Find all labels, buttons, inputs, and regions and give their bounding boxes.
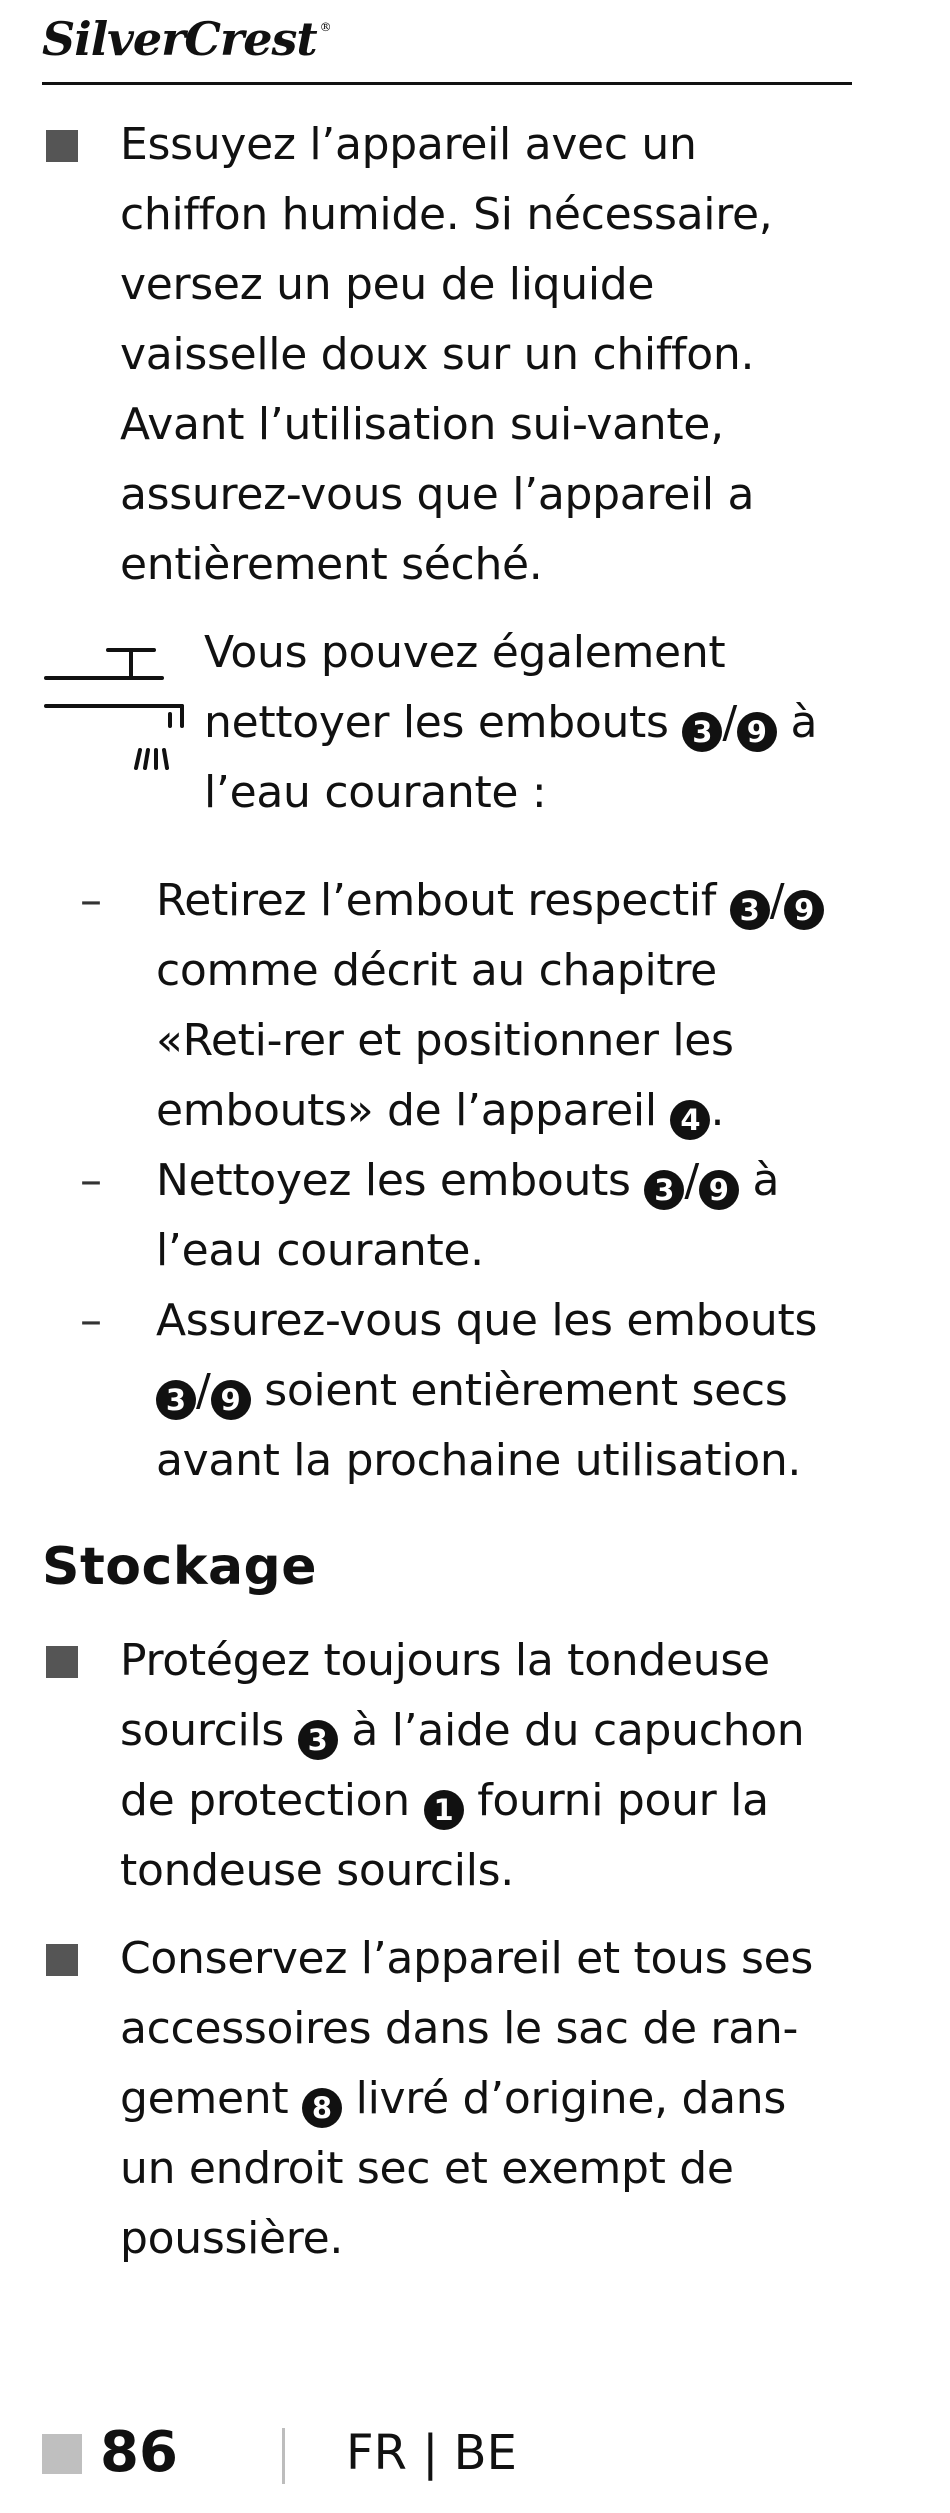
part-ref-3-icon: 3 bbox=[156, 1380, 196, 1420]
part-ref-9-icon: 9 bbox=[211, 1380, 251, 1420]
storage-text-b: livré d’origine, dans un endroit sec et exempt de poussière. bbox=[120, 2073, 786, 2264]
part-ref-9-icon: 9 bbox=[699, 1170, 739, 1210]
registered-mark: ® bbox=[319, 20, 331, 34]
brand-name: SilverCrest bbox=[42, 12, 317, 66]
storage-text-c: fourni pour la tondeuse sourcils. bbox=[120, 1775, 769, 1896]
cleaning-paragraph bbox=[42, 110, 852, 600]
footer-square-icon bbox=[42, 2434, 82, 2474]
part-ref-3-icon: 3 bbox=[644, 1170, 684, 1210]
part-ref-8-icon: 8 bbox=[302, 2088, 342, 2128]
step-text-a: Assurez-vous que les embouts bbox=[156, 1295, 818, 1346]
part-ref-4-icon: 4 bbox=[670, 1100, 710, 1140]
storage-text-a: Conservez l’appareil et tous ses accessoires dans le sac de ran-gement bbox=[120, 1933, 814, 2124]
step-text-b: comme décrit au chapitre «Reti-rer et positionner les embouts» de l’appareil bbox=[156, 945, 734, 1136]
step-text-a: Nettoyez les embouts bbox=[156, 1155, 645, 1206]
cleaning-paragraph-text: Essuyez l’appareil avec un chiffon humide. Si nécessaire, versez un peu de liquide vaisselle doux sur un chiffon. Avant l’utilisation sui-vante, assurez-vous que l’appareil a entièrement séché. bbox=[120, 119, 773, 590]
step-text-b: à l’eau courante. bbox=[156, 1155, 780, 1276]
part-ref-1-icon: 1 bbox=[424, 1790, 464, 1830]
bullet-square-icon bbox=[46, 1944, 78, 1976]
section-heading-storage: Stockage bbox=[42, 1537, 318, 1597]
header-rule bbox=[42, 82, 852, 85]
part-ref-3-icon: 3 bbox=[298, 1720, 338, 1760]
slash: / bbox=[684, 1155, 699, 1206]
part-ref-9-icon: 9 bbox=[737, 712, 777, 752]
step-text-end: . bbox=[710, 1085, 725, 1136]
storage-paragraph bbox=[42, 1626, 852, 1906]
dash-marker: – bbox=[80, 1155, 102, 1206]
page-number: 86 bbox=[100, 2420, 178, 2485]
tap-note-text-b: à l’eau courante : bbox=[204, 697, 818, 818]
part-ref-3-icon: 3 bbox=[682, 712, 722, 752]
tap-water-note bbox=[42, 618, 852, 828]
page-footer bbox=[42, 2418, 902, 2488]
list-item bbox=[42, 866, 852, 1146]
cleaning-steps bbox=[42, 866, 852, 1496]
slash: / bbox=[196, 1365, 211, 1416]
storage-paragraph bbox=[42, 1924, 852, 2274]
brand-logo bbox=[42, 12, 331, 66]
storage-text-a: Protégez toujours la tondeuse sourcils bbox=[120, 1635, 770, 1756]
page-body bbox=[42, 110, 852, 2292]
storage-text-b: à l’aide du capuchon de protection bbox=[120, 1705, 805, 1826]
list-item bbox=[42, 1146, 852, 1286]
bullet-square-icon bbox=[46, 1646, 78, 1678]
dash-marker: – bbox=[80, 1295, 102, 1346]
slash: / bbox=[722, 697, 737, 748]
list-item bbox=[42, 1286, 852, 1496]
tap-note-text-a: Vous pouvez également nettoyer les embouts bbox=[204, 627, 726, 748]
footer-divider bbox=[282, 2428, 285, 2484]
water-tap-icon bbox=[42, 642, 190, 774]
step-text-a: Retirez l’embout respectif bbox=[156, 875, 730, 926]
part-ref-3-icon: 3 bbox=[730, 890, 770, 930]
part-ref-9-icon: 9 bbox=[784, 890, 824, 930]
bullet-square-icon bbox=[46, 130, 78, 162]
slash: / bbox=[769, 875, 785, 926]
dash-marker: – bbox=[80, 875, 102, 926]
language-code: FR | BE bbox=[346, 2425, 517, 2481]
step-text-b: soient entièrement secs avant la prochaine utilisation. bbox=[156, 1365, 802, 1486]
